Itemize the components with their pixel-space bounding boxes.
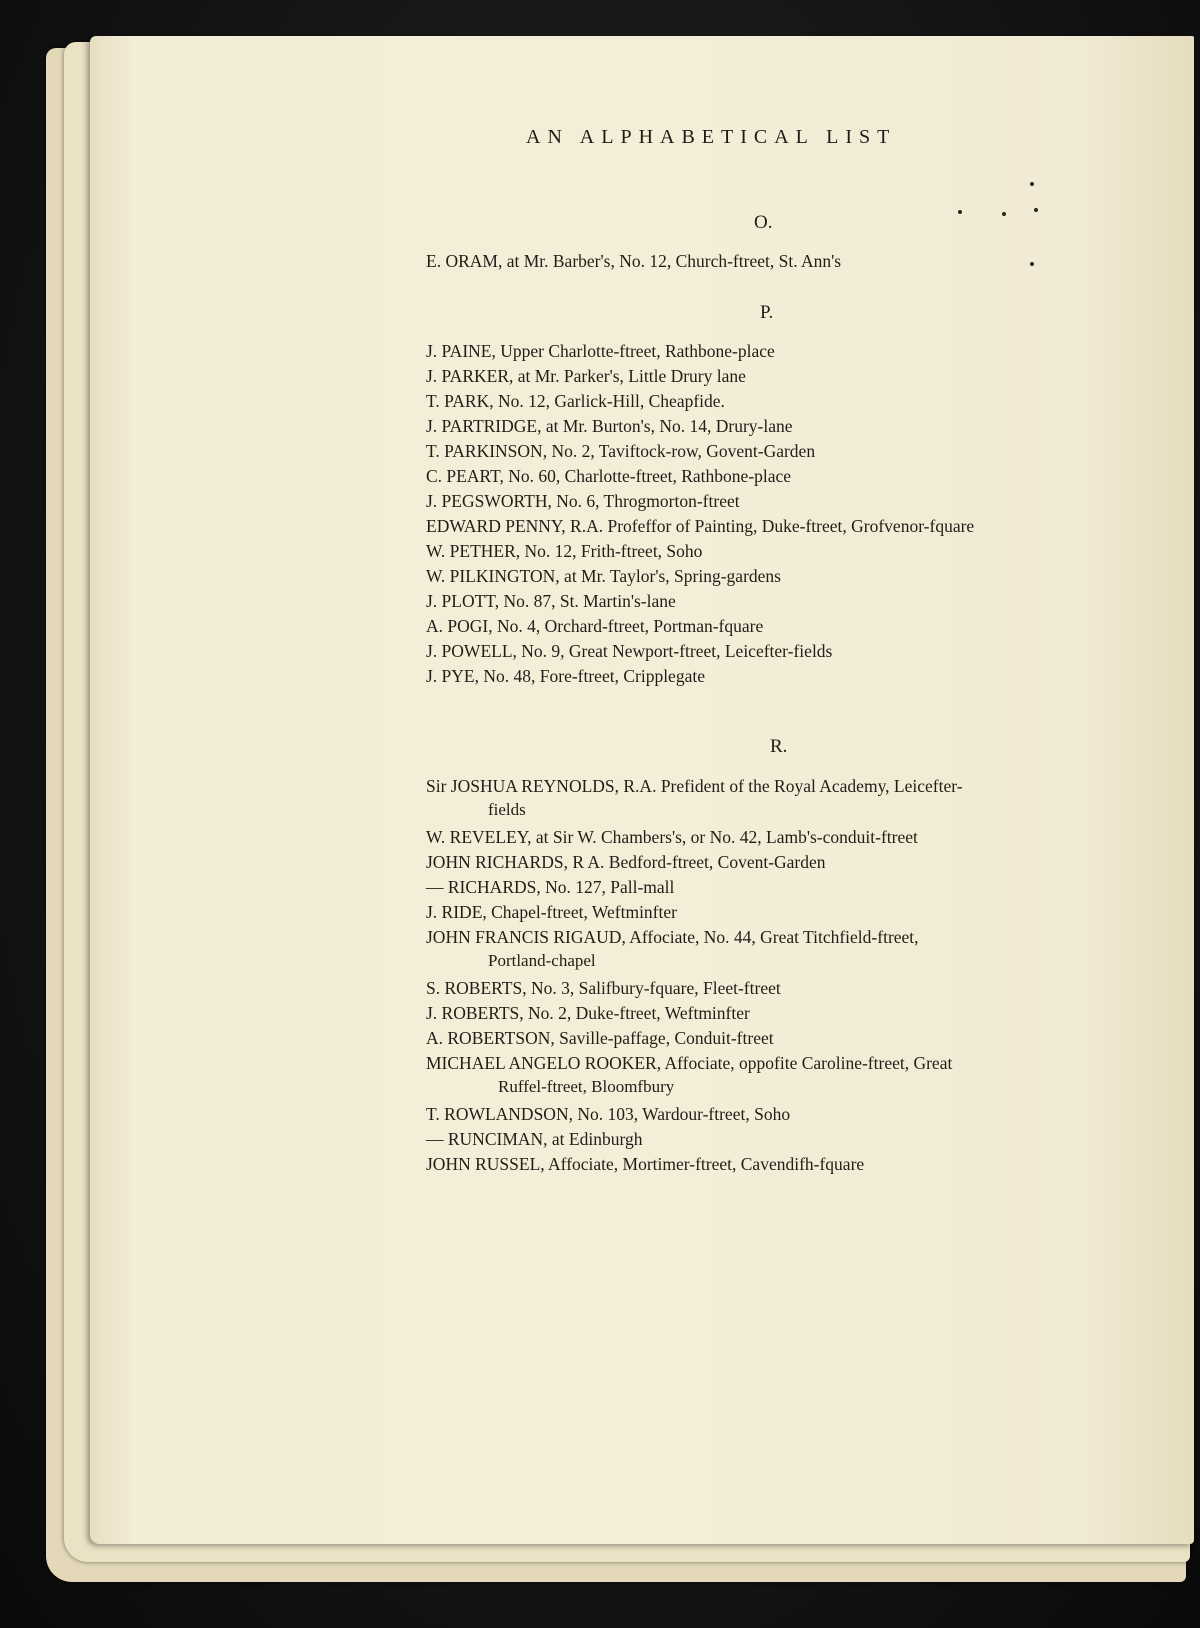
list-entry: — RUNCIMAN, at Edinburgh	[426, 1129, 643, 1149]
list-entry: S. ROBERTS, No. 3, Salifbury-fquare, Fleet-ftreet	[426, 978, 781, 998]
section-letter-p: P.	[760, 302, 774, 323]
list-entry: W. PILKINGTON, at Mr. Taylor's, Spring-gardens	[426, 566, 781, 586]
list-entry: J. PARKER, at Mr. Parker's, Little Drury lane	[426, 366, 746, 386]
list-entry: Sir JOSHUA REYNOLDS, R.A. Prefident of the Royal Academy, Leicefter-	[426, 776, 963, 796]
book-page	[90, 36, 1194, 1544]
ink-speck	[1034, 208, 1038, 212]
list-entry-continuation: fields	[488, 800, 526, 819]
list-entry-continuation: Portland-chapel	[488, 951, 596, 970]
section-letter-o: O.	[754, 212, 773, 233]
list-entry: JOHN RICHARDS, R A. Bedford-ftreet, Covent-Garden	[426, 852, 826, 872]
list-entry: JOHN RUSSEL, Affociate, Mortimer-ftreet, Cavendifh-fquare	[426, 1154, 865, 1174]
list-entry: J. PLOTT, No. 87, St. Martin's-lane	[426, 591, 676, 611]
list-entry: J. ROBERTS, No. 2, Duke-ftreet, Weftminfter	[426, 1003, 750, 1023]
list-entry: MICHAEL ANGELO ROOKER, Affociate, oppofite Caroline-ftreet, Great	[426, 1053, 953, 1073]
section-letter-r: R.	[770, 736, 788, 757]
list-entry: T. PARKINSON, No. 2, Taviftock-row, Govent-Garden	[426, 441, 816, 461]
page-title: AN ALPHABETICAL LIST	[526, 126, 897, 148]
ink-speck	[1030, 262, 1034, 266]
list-entry: C. PEART, No. 60, Charlotte-ftreet, Rathbone-place	[426, 466, 792, 486]
list-entry: J. PYE, No. 48, Fore-ftreet, Cripplegate	[426, 666, 705, 686]
list-entry: E. ORAM, at Mr. Barber's, No. 12, Church-ftreet, St. Ann's	[426, 251, 842, 271]
list-entry-continuation: Ruffel-ftreet, Bloomfbury	[498, 1077, 675, 1096]
list-entry: J. POWELL, No. 9, Great Newport-ftreet, Leicefter-fields	[426, 641, 833, 661]
ink-speck	[1030, 182, 1034, 186]
list-entry: J. PARTRIDGE, at Mr. Burton's, No. 14, Drury-lane	[426, 416, 793, 436]
list-entry: T. PARK, No. 12, Garlick-Hill, Cheapfide.	[426, 391, 725, 411]
ink-speck	[958, 210, 962, 214]
list-entry: JOHN FRANCIS RIGAUD, Affociate, No. 44, Great Titchfield-ftreet,	[426, 927, 919, 947]
list-entry: J. RIDE, Chapel-ftreet, Weftminfter	[426, 902, 677, 922]
list-entry: A. ROBERTSON, Saville-paffage, Conduit-ftreet	[426, 1028, 774, 1048]
list-entry: A. POGI, No. 4, Orchard-ftreet, Portman-fquare	[426, 616, 764, 636]
ink-speck	[1002, 212, 1006, 216]
list-entry: — RICHARDS, No. 127, Pall-mall	[426, 877, 675, 897]
list-entry: EDWARD PENNY, R.A. Profeffor of Painting, Duke-ftreet, Grofvenor-fquare	[426, 516, 975, 536]
list-entry: W. REVELEY, at Sir W. Chambers's, or No. 42, Lamb's-conduit-ftreet	[426, 827, 918, 847]
list-entry: W. PETHER, No. 12, Frith-ftreet, Soho	[426, 541, 703, 561]
list-entry: T. ROWLANDSON, No. 103, Wardour-ftreet, Soho	[426, 1104, 791, 1124]
list-entry: J. PAINE, Upper Charlotte-ftreet, Rathbone-place	[426, 341, 775, 361]
list-entry: J. PEGSWORTH, No. 6, Throgmorton-ftreet	[426, 491, 740, 511]
